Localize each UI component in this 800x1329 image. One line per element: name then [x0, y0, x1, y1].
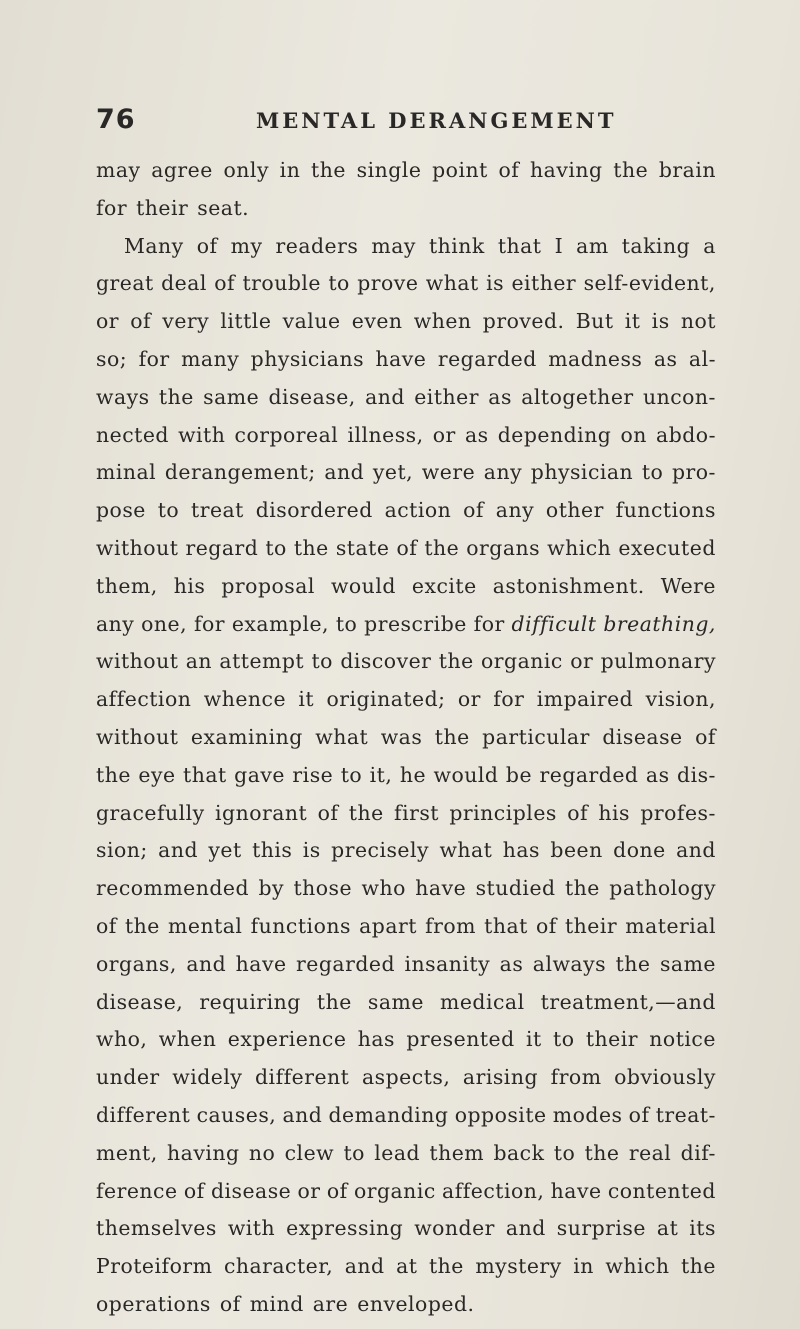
- text-line: recommended by those who have studied the pathology: [96, 876, 716, 901]
- text-line: different causes, and demanding opposite modes of treat-: [96, 1102, 716, 1127]
- text-line: them, his proposal would excite astonishment. Were: [96, 573, 716, 598]
- text-line: who, when experience has presented it to their notice: [96, 1027, 716, 1052]
- text-line: disease, requiring the same medical treatment,—and: [96, 989, 716, 1014]
- text-line: Many of my readers may think that I am taking a: [124, 233, 716, 258]
- text-line: operations of mind are enveloped.: [96, 1291, 475, 1316]
- text-line: sion; and yet this is precisely what has been done and: [96, 838, 716, 863]
- text-line: pose to treat disordered action of any other functions: [96, 498, 716, 523]
- text-line: or of very little value even when proved. But it is not: [96, 309, 716, 334]
- text-line: without an attempt to discover the organic or pulmonary: [96, 649, 716, 674]
- text-line: of the mental functions apart from that of their material: [96, 913, 716, 938]
- running-head: MENTAL DERANGEMENT: [256, 108, 617, 133]
- text-line: for their seat.: [96, 195, 250, 220]
- text-line: any one, for example, to prescribe for difficult breathing,: [96, 611, 716, 636]
- text-line: great deal of trouble to prove what is either self-evident,: [96, 271, 716, 296]
- text-line: the eye that gave rise to it, he would be regarded as dis-: [96, 762, 716, 787]
- text-line: under widely different aspects, arising from obviously: [96, 1065, 716, 1090]
- text-line: Proteiform character, and at the mystery in which the: [96, 1254, 716, 1279]
- text-line: gracefully ignorant of the first principles of his profes-: [96, 800, 716, 825]
- body-text: [96, 152, 716, 1324]
- page-number: 76: [96, 104, 136, 135]
- text-line: ment, having no clew to lead them back to the real dif-: [96, 1140, 716, 1165]
- text-line: without examining what was the particular disease of: [96, 724, 716, 749]
- text-line: nected with corporeal illness, or as depending on abdo-: [96, 422, 716, 447]
- text-line: ways the same disease, and either as altogether uncon-: [96, 384, 716, 409]
- text-line: ference of disease or of organic affection, have contented: [96, 1178, 716, 1203]
- text-line: organs, and have regarded insanity as always the same: [96, 951, 716, 976]
- text-line: affection whence it originated; or for impaired vision,: [96, 687, 716, 712]
- page-header: [96, 104, 716, 144]
- text-line: may agree only in the single point of having the brain: [96, 158, 716, 182]
- text-line: without regard to the state of the organs which executed: [96, 535, 716, 560]
- text-line: themselves with expressing wonder and surprise at its: [96, 1216, 716, 1241]
- text-line: so; for many physicians have regarded madness as al-: [96, 346, 716, 371]
- text-line: minal derangement; and yet, were any physician to pro-: [96, 460, 716, 485]
